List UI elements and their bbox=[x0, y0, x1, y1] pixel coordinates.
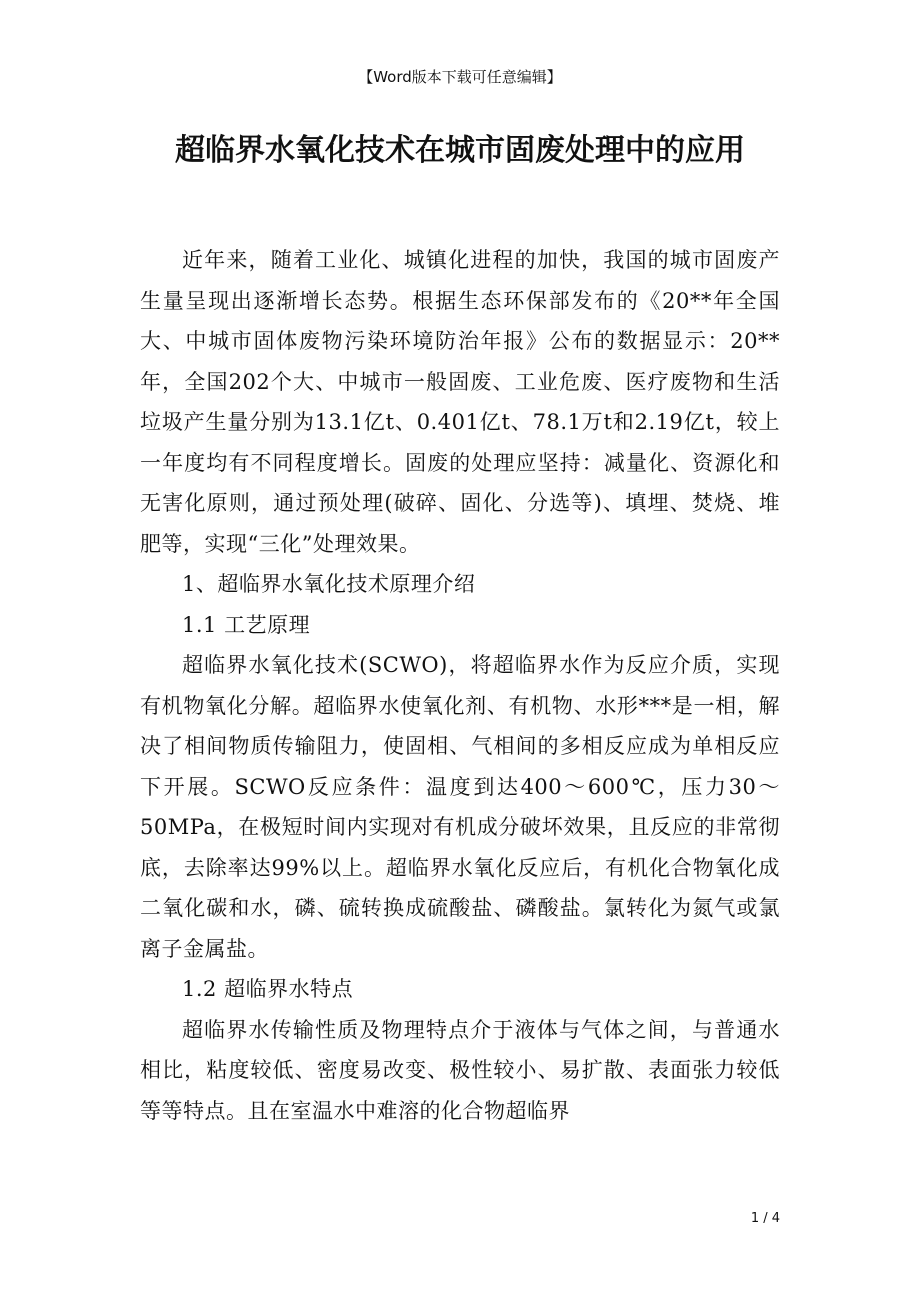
process-principle-paragraph: 超临界水氧化技术(SCWO)，将超临界水作为反应介质，实现有机物氧化分解。超临界水使氧化剂、有机物、水形***是一相，解决了相间物质传输阻力，使固相、气相间的多相反应成为单相反应下开展。SCWO反应条件：温度到达400～600℃，压力30～50MPa，在极短时间内实现对有机成分破坏效果，且反应的非常彻底，去除率达99%以上。超临界水氧化反应后，有机化合物氧化成二氧化碳和水，磷、硫转换成硫酸盐、磷酸盐。氯转化为氮气或氯离子金属盐。 bbox=[140, 653, 780, 961]
document-body bbox=[140, 240, 780, 1131]
water-features-paragraph: 超临界水传输性质及物理特点介于液体与气体之间，与普通水相比，粘度较低、密度易改变、极性较小、易扩散、表面张力较低等等特点。且在室温水中难溶的化合物超临界 bbox=[140, 1017, 780, 1123]
subsection-heading-1-2: 1.2 超临界水特点 bbox=[182, 977, 354, 1001]
download-note: 【Word版本下载可任意编辑】 bbox=[358, 68, 562, 86]
subsection-heading-1-1: 1.1 工艺原理 bbox=[182, 612, 311, 637]
section-heading-1: 1、超临界水氧化技术原理介绍 bbox=[182, 572, 476, 596]
document-title: 超临界水氧化技术在城市固废处理中的应用 bbox=[175, 133, 745, 168]
page-number: 1 / 4 bbox=[750, 1211, 780, 1226]
intro-paragraph: 近年来，随着工业化、城镇化进程的加快，我国的城市固废产生量呈现出逐渐增长态势。根据生态环保部发布的《20**年全国大、中城市固体废物污染环境防治年报》公布的数据显示：20**年，全国202个大、中城市一般固废、工业危废、医疗废物和生活垃圾产生量分别为13.1亿t、0.401亿t、78.1万t和2.19亿t，较上一年度均有不同程度增长。固废的处理应坚持：减量化、资源化和无害化原则，通过预处理(破碎、固化、分选等)、填埋、焚烧、堆肥等，实现“三化”处理效果。 bbox=[140, 248, 780, 556]
